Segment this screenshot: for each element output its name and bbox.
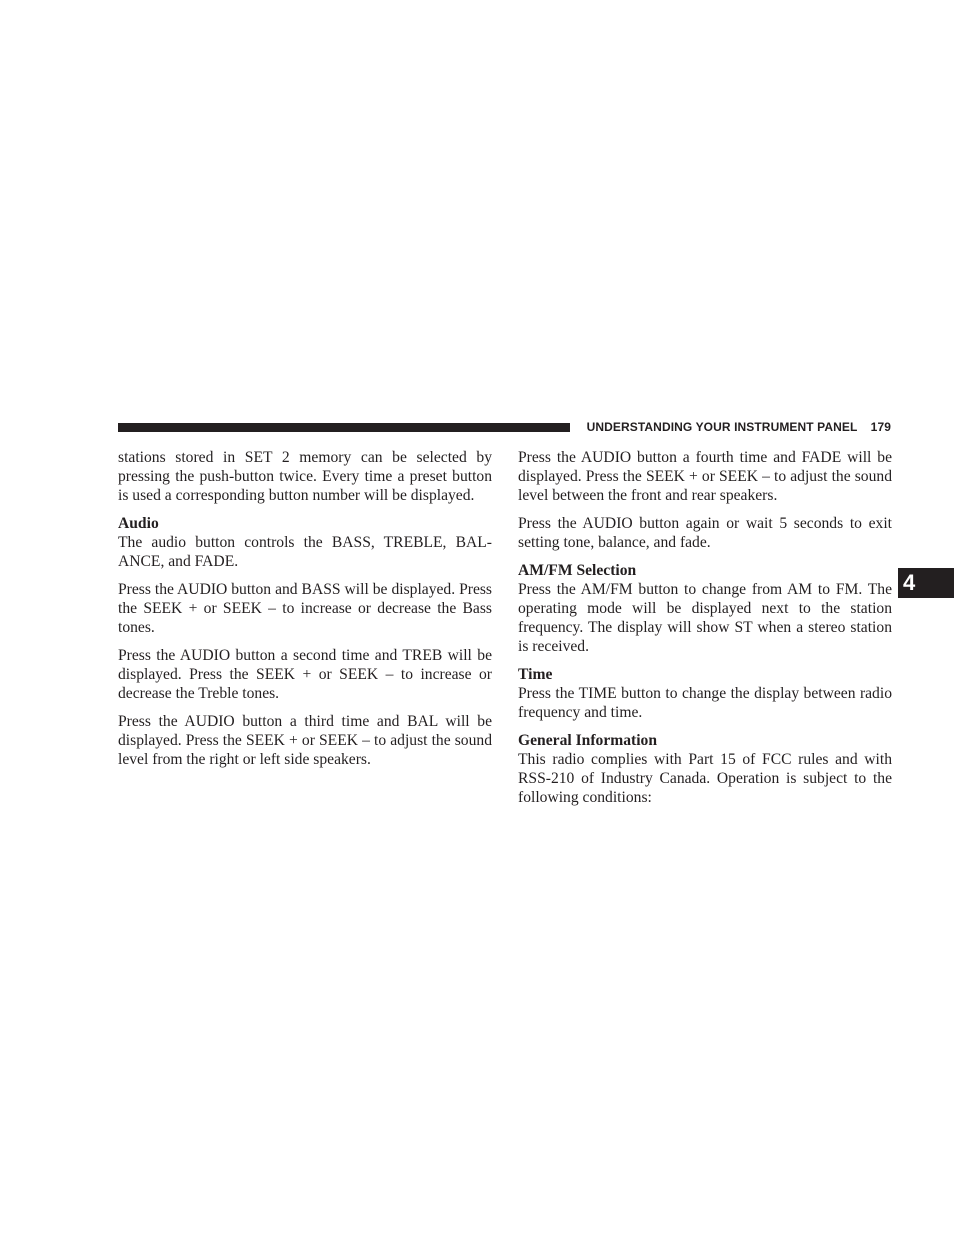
heading-audio: Audio [118,515,159,532]
paragraph-stations: stations stored in SET 2 memory can be selected by pressing the push-button twice. Every time a preset button is used a corresponding button number will be displayed. [118,449,492,504]
paragraph-bass: Press the AUDIO button and BASS will be displayed. Press the SEEK + or SEEK – to increase or decrease the Bass tones. [118,581,492,636]
right-column [518,448,892,816]
running-header [587,420,891,434]
page-number: 179 [870,420,891,434]
paragraph-time: Press the TIME button to change the display between radio frequency and time. [518,685,892,721]
header-rule [118,423,570,432]
paragraph-balance: Press the AUDIO button a third time and BAL will be displayed. Press the SEEK + or SEEK – to adjust the sound level from the right or left side speakers. [118,713,492,768]
paragraph-fade: Press the AUDIO button a fourth time and FADE will be displayed. Press the SEEK + or SEEK – to adjust the sound level between the front and rear speakers. [518,449,892,504]
section-title: UNDERSTANDING YOUR INSTRUMENT PANEL [586,420,858,434]
paragraph-general: This radio complies with Part 15 of FCC rules and with RSS-210 of Industry Canada. Operation is subject to the following conditions: [518,751,892,806]
heading-amfm: AM/FM Selection [518,562,637,579]
chapter-tab [898,568,954,598]
left-column [118,448,492,778]
paragraph-amfm: Press the AM/FM button to change from AM to FM. The operating mode will be displayed next to the station frequency. The display will show ST when a stereo station is received. [518,581,892,655]
chapter-number: 4 [903,570,916,595]
paragraph-exit: Press the AUDIO button again or wait 5 seconds to exit setting tone, balance, and fade. [518,515,892,551]
heading-general-information: General Information [518,732,658,749]
paragraph-audio-intro: The audio button controls the BASS, TREBLE, BAL-ANCE, and FADE. [118,534,492,570]
heading-time: Time [518,666,553,683]
paragraph-treble: Press the AUDIO button a second time and TREB will be displayed. Press the SEEK + or SEEK – to increase or decrease the Treble tones. [118,647,492,702]
